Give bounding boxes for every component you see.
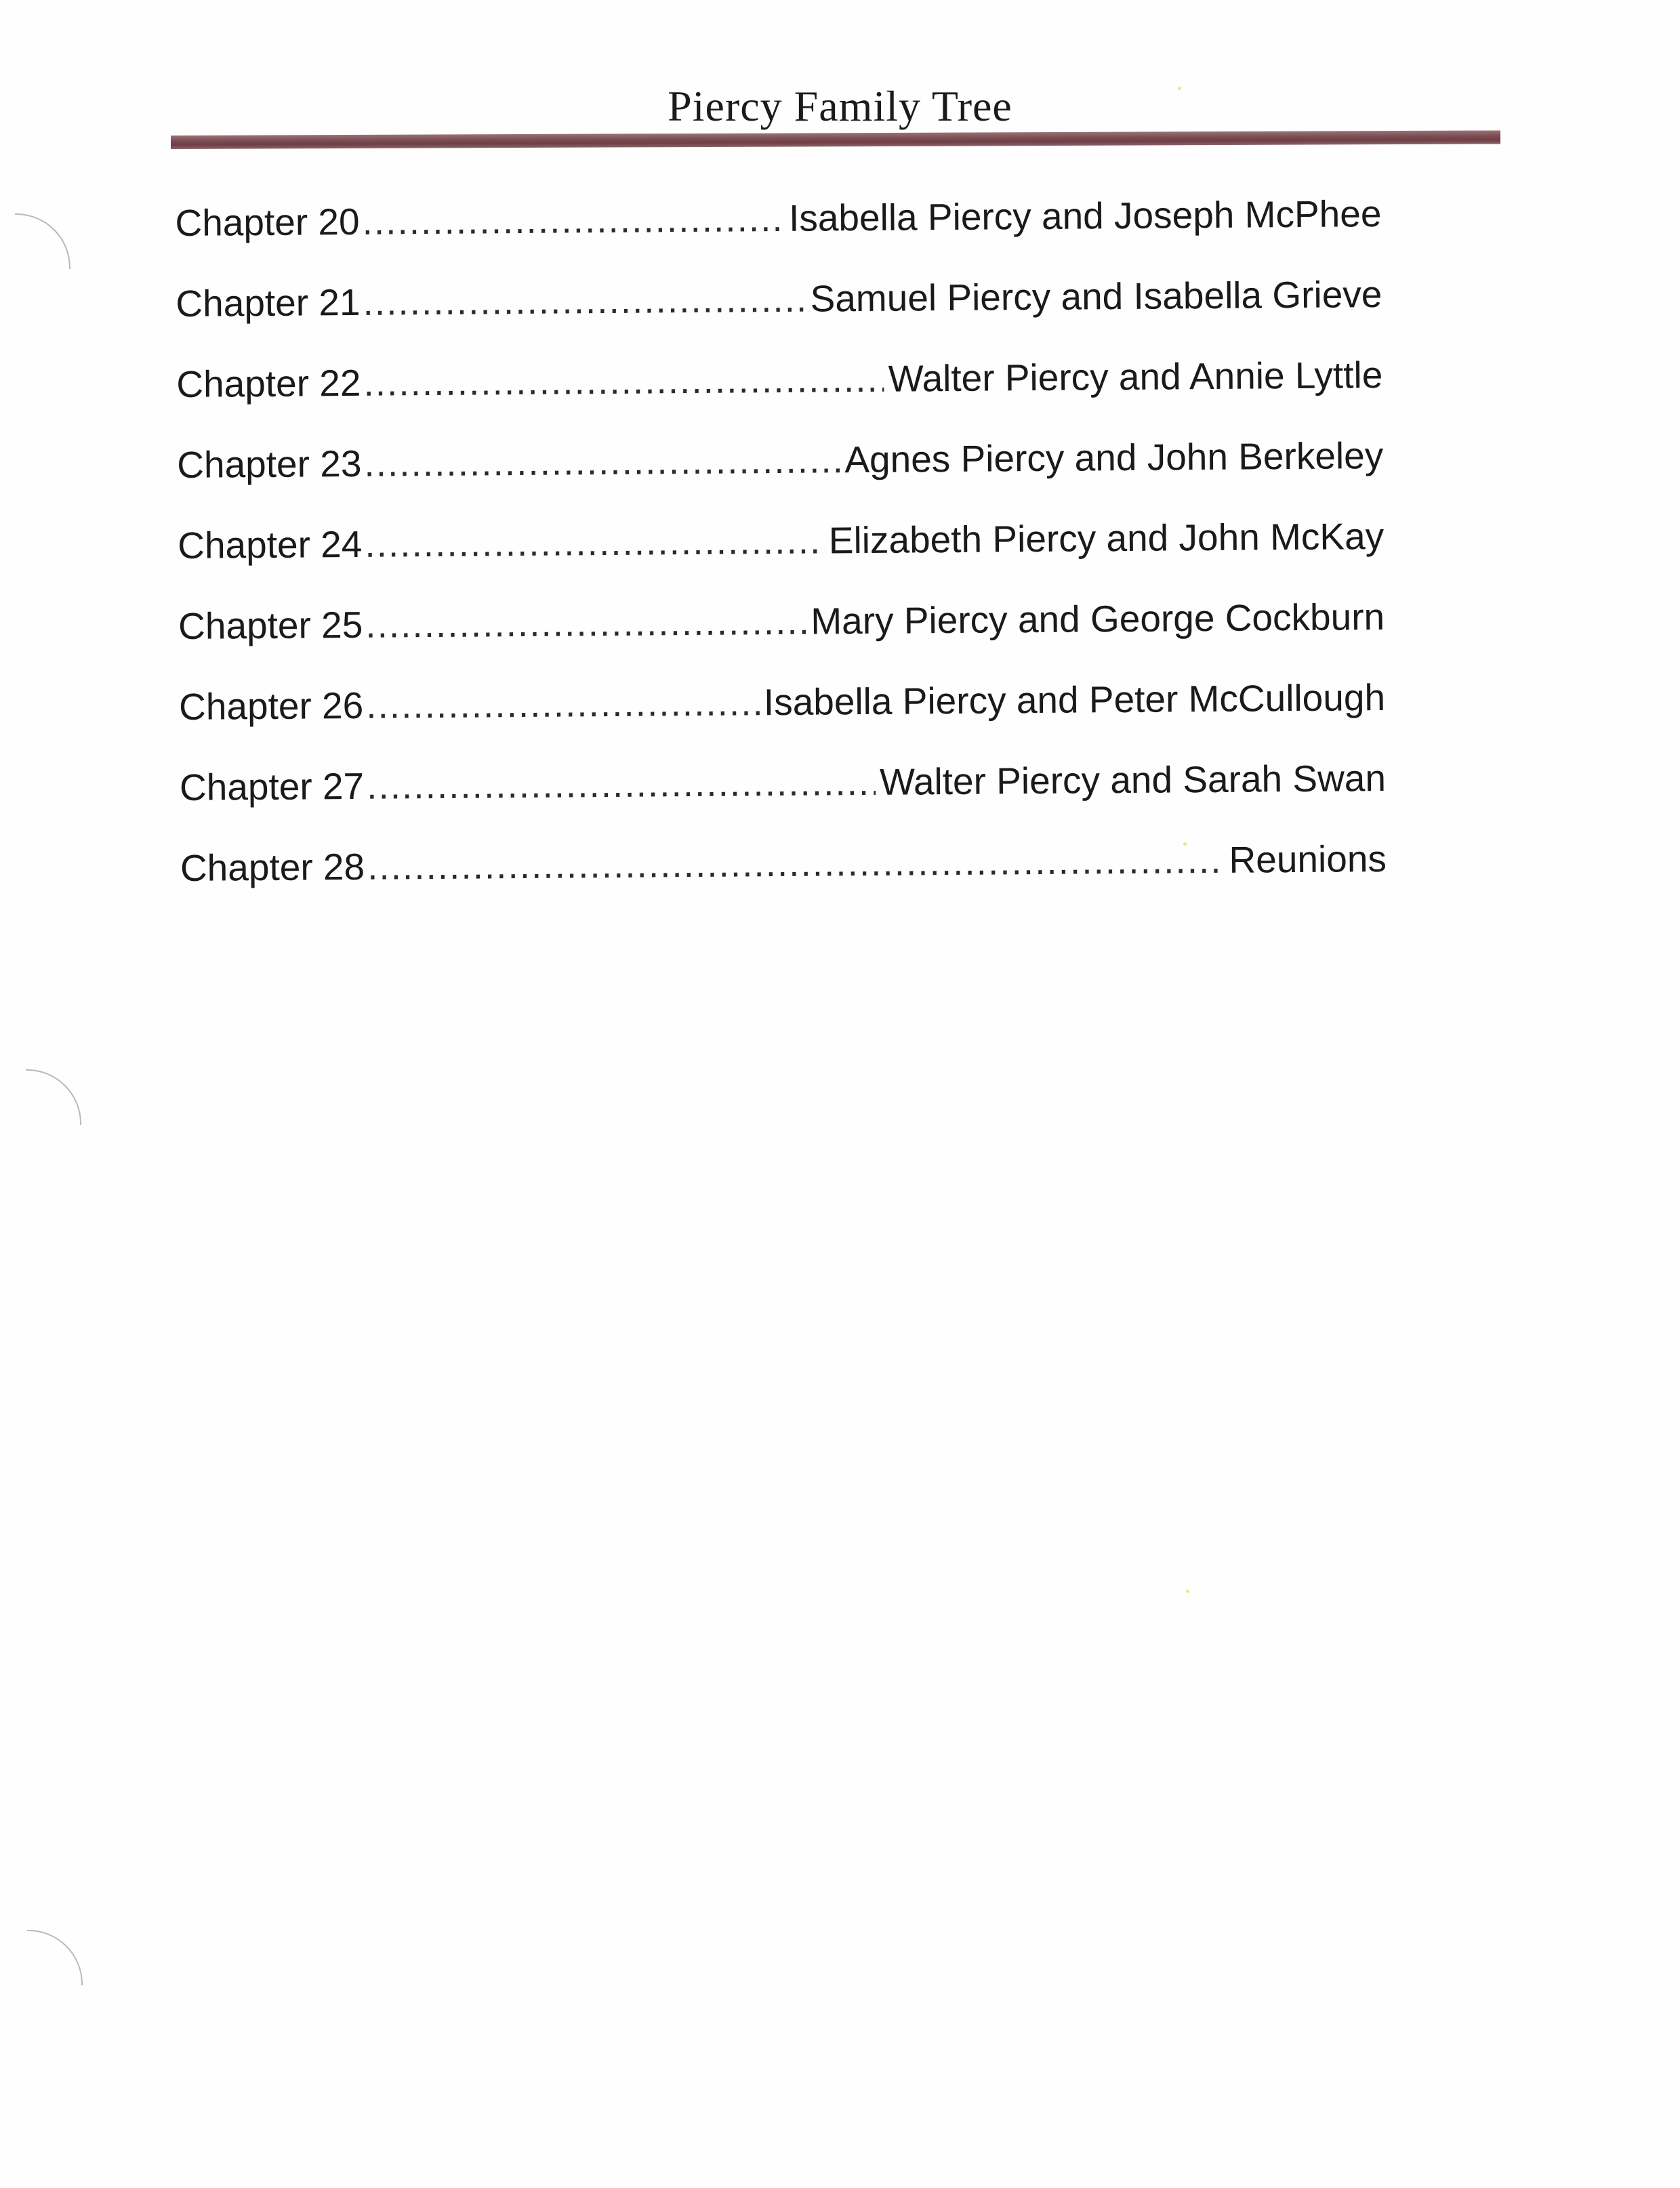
toc-chapter-label: Chapter 26 <box>178 684 364 728</box>
table-of-contents <box>175 173 1387 909</box>
page-title: Piercy Family Tree <box>668 82 1012 130</box>
toc-dot-leader <box>367 820 1225 907</box>
toc-entry <box>175 173 1382 264</box>
toc-chapter-title: Reunions <box>1229 837 1387 881</box>
header-divider <box>171 130 1500 149</box>
toc-dot-leader <box>366 662 760 746</box>
toc-entry <box>180 819 1387 909</box>
toc-chapter-label: Chapter 27 <box>179 764 365 808</box>
punch-hole-mark <box>15 213 70 269</box>
toc-chapter-title: Agnes Piercy and John Berkeley <box>844 434 1384 481</box>
punch-hole-mark <box>26 1069 81 1125</box>
toc-entry <box>177 415 1384 505</box>
toc-chapter-label: Chapter 22 <box>176 361 361 405</box>
toc-dot-leader <box>367 742 876 827</box>
toc-dot-leader <box>364 419 841 504</box>
toc-chapter-title: Walter Piercy and Sarah Swan <box>879 756 1387 803</box>
toc-entry <box>178 577 1385 667</box>
toc-dot-leader <box>365 500 825 584</box>
toc-chapter-title: Elizabeth Piercy and John McKay <box>828 515 1385 562</box>
toc-entry <box>180 738 1387 828</box>
scan-speck <box>1178 87 1181 90</box>
toc-chapter-label: Chapter 20 <box>175 200 360 244</box>
toc-chapter-title: Isabella Piercy and Peter McCullough <box>763 676 1386 724</box>
toc-chapter-title: Isabella Piercy and Joseph McPhee <box>788 192 1382 239</box>
toc-chapter-title: Mary Piercy and George Cockburn <box>811 596 1385 642</box>
toc-chapter-label: Chapter 24 <box>177 522 363 566</box>
toc-entry <box>176 335 1383 425</box>
toc-chapter-label: Chapter 23 <box>177 442 362 486</box>
toc-dot-leader <box>365 581 807 665</box>
toc-entry <box>178 496 1385 586</box>
toc-entry <box>176 254 1382 344</box>
punch-hole-mark <box>27 1930 83 1985</box>
toc-dot-leader <box>363 339 884 424</box>
toc-dot-leader <box>362 178 785 262</box>
toc-chapter-label: Chapter 28 <box>180 845 365 889</box>
scan-speck <box>1186 1590 1189 1593</box>
scan-speck <box>1183 842 1187 846</box>
toc-chapter-title: Samuel Piercy and Isabella Grieve <box>810 273 1382 320</box>
toc-chapter-title: Walter Piercy and Annie Lyttle <box>888 354 1383 400</box>
toc-chapter-label: Chapter 25 <box>178 603 363 647</box>
toc-dot-leader <box>363 259 806 343</box>
toc-chapter-label: Chapter 21 <box>176 281 361 325</box>
toc-entry <box>179 657 1386 747</box>
